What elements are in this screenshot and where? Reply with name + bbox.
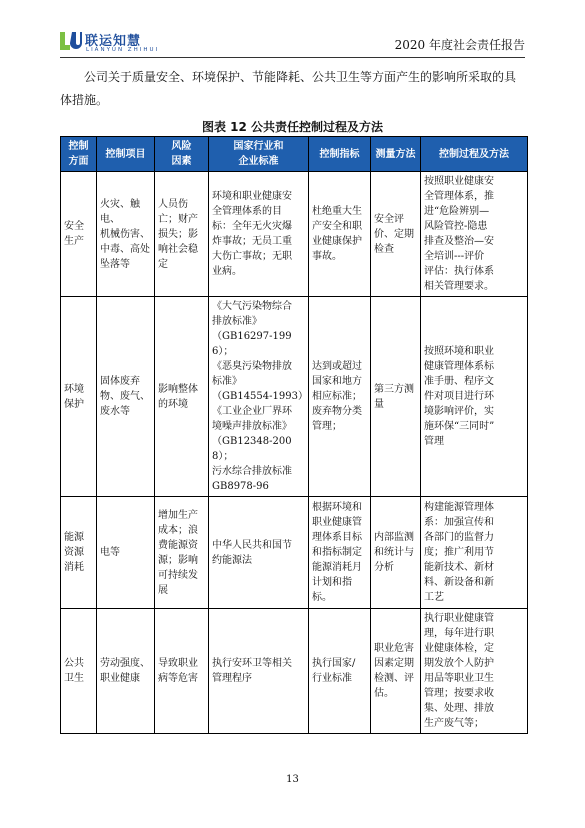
cell-text-line: 固体废弃 <box>100 376 140 387</box>
cell-text-line: 度；推广利用节 <box>424 547 494 558</box>
cell-text-line: 事故。 <box>312 251 342 262</box>
cell-text-line: 健康管理体系标 <box>424 361 494 372</box>
logo-subtext: LIANYUN ZHIHUI <box>86 47 160 53</box>
table-cell <box>309 297 371 497</box>
cell-text-line: 执行安环卫等相关 <box>212 658 292 669</box>
cell-text-line: 机械伤害、 <box>100 228 150 240</box>
cell-text-line: 中毒、高处 <box>100 243 150 255</box>
cell-text-line: 能源 <box>64 532 84 543</box>
cell-text-line: 进“危险辨别— <box>424 206 490 217</box>
cell-text-line: 全管理体系，推 <box>424 191 494 202</box>
cell-text-line: 人员伤 <box>158 198 188 210</box>
logo-mark-icon <box>60 32 82 50</box>
cell-text-line: 达到或超过 <box>312 361 362 372</box>
cell-text-line: 的环境 <box>158 398 188 410</box>
cell-text-line: 资源 <box>64 547 84 558</box>
cell-text-line: 根据环境和 <box>312 502 362 513</box>
logo-text: 联运知慧 <box>85 34 142 49</box>
cell-text-line: 成本；浪 <box>158 524 198 536</box>
cell-text-line: 废水等 <box>100 406 130 417</box>
column-header-line: 因素 <box>171 156 192 167</box>
cell-text-line: 相应标准； <box>312 391 362 402</box>
column-header-line: 控制项目 <box>105 148 146 160</box>
column-header <box>61 137 97 172</box>
cell-text-line: 各部门的监督力 <box>424 532 494 543</box>
cell-text-line: 行业标准 <box>312 673 352 684</box>
cell-text-line: GB8978-96 <box>212 481 269 492</box>
table-cell <box>155 609 209 734</box>
cell-text-line: 排查及整治—安 <box>424 236 494 247</box>
intro-line: 公司关于质量安全、环境保护、节能降耗、公共卫生等方面产生的影响所采取的具 <box>84 70 517 84</box>
cell-text-line: 炸事故；无员工重 <box>212 236 292 247</box>
table-cell <box>97 297 155 497</box>
table-cell <box>209 297 309 497</box>
header-divider <box>60 57 525 58</box>
table-cell <box>155 297 209 497</box>
intro-paragraph <box>60 66 525 112</box>
table-row <box>61 609 528 734</box>
cell-text-line: 标准》 <box>212 376 242 387</box>
cell-text-line: 业病。 <box>212 266 242 277</box>
cell-text-line: 理，每年进行职 <box>424 628 494 639</box>
report-title: 2020 年度社会责任报告 <box>394 38 525 52</box>
table-cell <box>61 297 97 497</box>
cell-text-line: 工艺 <box>424 592 444 603</box>
table-cell <box>371 609 421 734</box>
cell-text-line: 检查 <box>374 243 394 255</box>
cell-text-line: 消耗 <box>64 562 84 573</box>
cell-text-line: 约能源法 <box>212 554 252 566</box>
column-header-line: 方面 <box>68 156 89 167</box>
cell-text-line: 《大气污染物综合 <box>212 301 292 312</box>
page-number: 13 <box>286 774 299 785</box>
cell-text-line: 导致职业 <box>158 658 198 669</box>
cell-text-line: 管理；按要求收 <box>424 688 494 699</box>
column-header <box>421 137 528 172</box>
cell-text-line: 定 <box>158 258 168 270</box>
table-cell <box>309 609 371 734</box>
cell-text-line: 准手册、程序文 <box>424 376 494 387</box>
cell-text-line: 保护 <box>64 398 84 410</box>
table-cell <box>371 297 421 497</box>
table-cell <box>421 497 528 609</box>
column-header <box>97 137 155 172</box>
cell-text-line: 增加生产 <box>158 509 198 521</box>
cell-text-line: 源；影响 <box>158 554 198 566</box>
cell-text-line: 估。 <box>374 688 394 699</box>
cell-text-line: 评估：执行体系 <box>424 266 494 277</box>
cell-text-line: 安全 <box>64 221 84 232</box>
cell-text-line: 用品等职业卫生 <box>424 673 494 684</box>
table-title: 图表 12 公共责任控制过程及方法 <box>201 120 384 134</box>
cell-text-line: 相关管理要求。 <box>424 281 494 292</box>
page-header <box>60 30 525 56</box>
cell-text-line: 和指标制定 <box>312 547 362 558</box>
cell-text-line: 环境 <box>64 383 84 395</box>
table-cell <box>421 172 528 297</box>
table-cell <box>421 609 528 734</box>
cell-text-line: 件对项目进行环 <box>424 391 494 402</box>
cell-text-line: 标。 <box>312 592 332 603</box>
cell-text-line: 境噪声排放标准》 <box>212 421 292 432</box>
cell-text-line: 集、处理、排放 <box>424 703 494 714</box>
cell-text-line: 中华人民共和国节 <box>212 539 292 551</box>
table-row <box>61 497 528 609</box>
cell-text-line: 安全评 <box>374 213 404 225</box>
table-cell <box>309 497 371 609</box>
table-cell <box>97 497 155 609</box>
column-header-line: 企业标准 <box>238 156 279 167</box>
table-cell <box>209 497 309 609</box>
cell-text-line: 内部监测 <box>374 532 414 543</box>
cell-text-line: 能源消耗月 <box>312 562 362 573</box>
cell-text-line: 风险管控-隐患 <box>424 221 488 232</box>
cell-text-line: 料、新设备和新 <box>424 577 494 588</box>
cell-text-line: 因素定期 <box>374 658 414 669</box>
table-cell <box>97 172 155 297</box>
cell-text-line: 可持续发 <box>158 569 198 581</box>
cell-text-line: 排放标准》 <box>212 316 262 327</box>
table-cell <box>155 497 209 609</box>
cell-text-line: 业健康体检，定 <box>424 643 494 654</box>
table-header-row <box>61 137 528 172</box>
cell-text-line: 产安全和职 <box>312 221 362 232</box>
column-header <box>155 137 209 172</box>
column-header-line: 控制过程及方法 <box>439 148 509 160</box>
table-cell <box>371 497 421 609</box>
cell-text-line: （GB12348-2008）； <box>212 436 292 462</box>
table-cell <box>309 172 371 297</box>
cell-text-line: 国家和地方 <box>312 376 362 387</box>
table-cell <box>209 609 309 734</box>
cell-text-line: 响社会稳 <box>158 243 198 255</box>
cell-text-line: 分析 <box>374 562 394 573</box>
table-row <box>61 297 528 497</box>
cell-text-line: 费能源资 <box>158 539 198 551</box>
cell-text-line: 杜绝重大生 <box>312 206 362 217</box>
cell-text-line: 职业健康管 <box>312 517 362 528</box>
table-cell <box>61 497 97 609</box>
cell-text-line: 污水综合排放标准 <box>212 466 292 477</box>
column-header-line: 控制指标 <box>319 148 360 160</box>
cell-text-line: （GB16297-1996）； <box>212 331 292 357</box>
cell-text-line: 量 <box>374 398 384 410</box>
cell-text-line: 亡；财产 <box>158 213 198 225</box>
cell-text-line: 业健康保护 <box>312 236 362 247</box>
cell-text-line: 公共 <box>64 658 84 669</box>
cell-text-line: 环境和职业健康安 <box>212 191 292 202</box>
cell-text-line: 生产 <box>64 236 84 247</box>
cell-text-line: 施环保“三同时” <box>424 421 495 432</box>
cell-text-line: 火灾、触电、 <box>100 198 140 225</box>
column-header-line: 风险 <box>171 141 192 152</box>
intro-line: 体措施。 <box>60 93 109 107</box>
column-header-line: 控制 <box>68 141 89 152</box>
table-cell <box>97 609 155 734</box>
cell-text-line: 全管理体系的目 <box>212 206 282 217</box>
cell-text-line: 检测、评 <box>374 673 414 684</box>
cell-text-line: 构建能源管理体 <box>424 502 494 513</box>
cell-text-line: 《工业企业厂界环 <box>212 406 292 417</box>
table-cell <box>61 172 97 297</box>
cell-text-line: 和统计与 <box>374 547 414 558</box>
cell-text-line: 执行国家/ <box>312 658 356 669</box>
cell-text-line: 系：加强宣传和 <box>424 517 494 528</box>
column-header <box>371 137 421 172</box>
cell-text-line: 职业健康 <box>100 673 140 684</box>
table-row <box>61 172 528 297</box>
cell-text-line: 全培训---评价 <box>424 251 485 262</box>
cell-text-line: 第三方测 <box>374 383 414 395</box>
cell-text-line: 境影响评价，实 <box>424 406 494 417</box>
table-cell <box>61 609 97 734</box>
column-header-line: 测量方法 <box>375 148 416 160</box>
cell-text-line: 《恶臭污染物排放 <box>212 361 292 372</box>
cell-text-line: 标：全年无火灾爆 <box>212 221 292 232</box>
cell-text-line: 展 <box>158 584 168 596</box>
cell-text-line: 大伤亡事故；无职 <box>212 251 292 262</box>
cell-text-line: 执行职业健康管 <box>424 613 494 624</box>
table-cell <box>421 297 528 497</box>
cell-text-line: 理体系目标 <box>312 532 362 543</box>
cell-text-line: 期发放个人防护 <box>424 658 494 669</box>
cell-text-line: 管理； <box>312 421 342 432</box>
cell-text-line: 损失；影 <box>158 228 198 240</box>
cell-text-line: 管理 <box>424 436 444 447</box>
cell-text-line: 计划和指 <box>312 577 352 588</box>
cell-text-line: 劳动强度、 <box>100 658 150 669</box>
column-header-line: 国家行业和 <box>233 141 284 152</box>
responsibility-control-table <box>60 136 528 734</box>
cell-text-line: 按照职业健康安 <box>424 176 494 187</box>
cell-text-line: 管理程序 <box>212 673 252 684</box>
cell-text-line: 病等危害 <box>158 673 198 684</box>
table-cell <box>209 172 309 297</box>
table-cell <box>155 172 209 297</box>
cell-text-line: （GB14554-1993） <box>212 391 308 402</box>
cell-text-line: 职业危害 <box>374 643 414 654</box>
cell-text-line: 按照环境和职业 <box>424 346 494 357</box>
table-cell <box>371 172 421 297</box>
cell-text-line: 电等 <box>100 547 120 558</box>
cell-text-line: 能新技术、新材 <box>424 562 494 573</box>
column-header <box>309 137 371 172</box>
cell-text-line: 物、废气、 <box>100 391 150 402</box>
cell-text-line: 价、定期 <box>374 228 414 240</box>
column-header <box>209 137 309 172</box>
cell-text-line: 坠落等 <box>100 258 130 270</box>
cell-text-line: 卫生 <box>64 673 84 684</box>
cell-text-line: 废弃物分类 <box>312 406 362 417</box>
cell-text-line: 影响整体 <box>158 383 198 395</box>
cell-text-line: 生产废气等； <box>424 718 484 729</box>
